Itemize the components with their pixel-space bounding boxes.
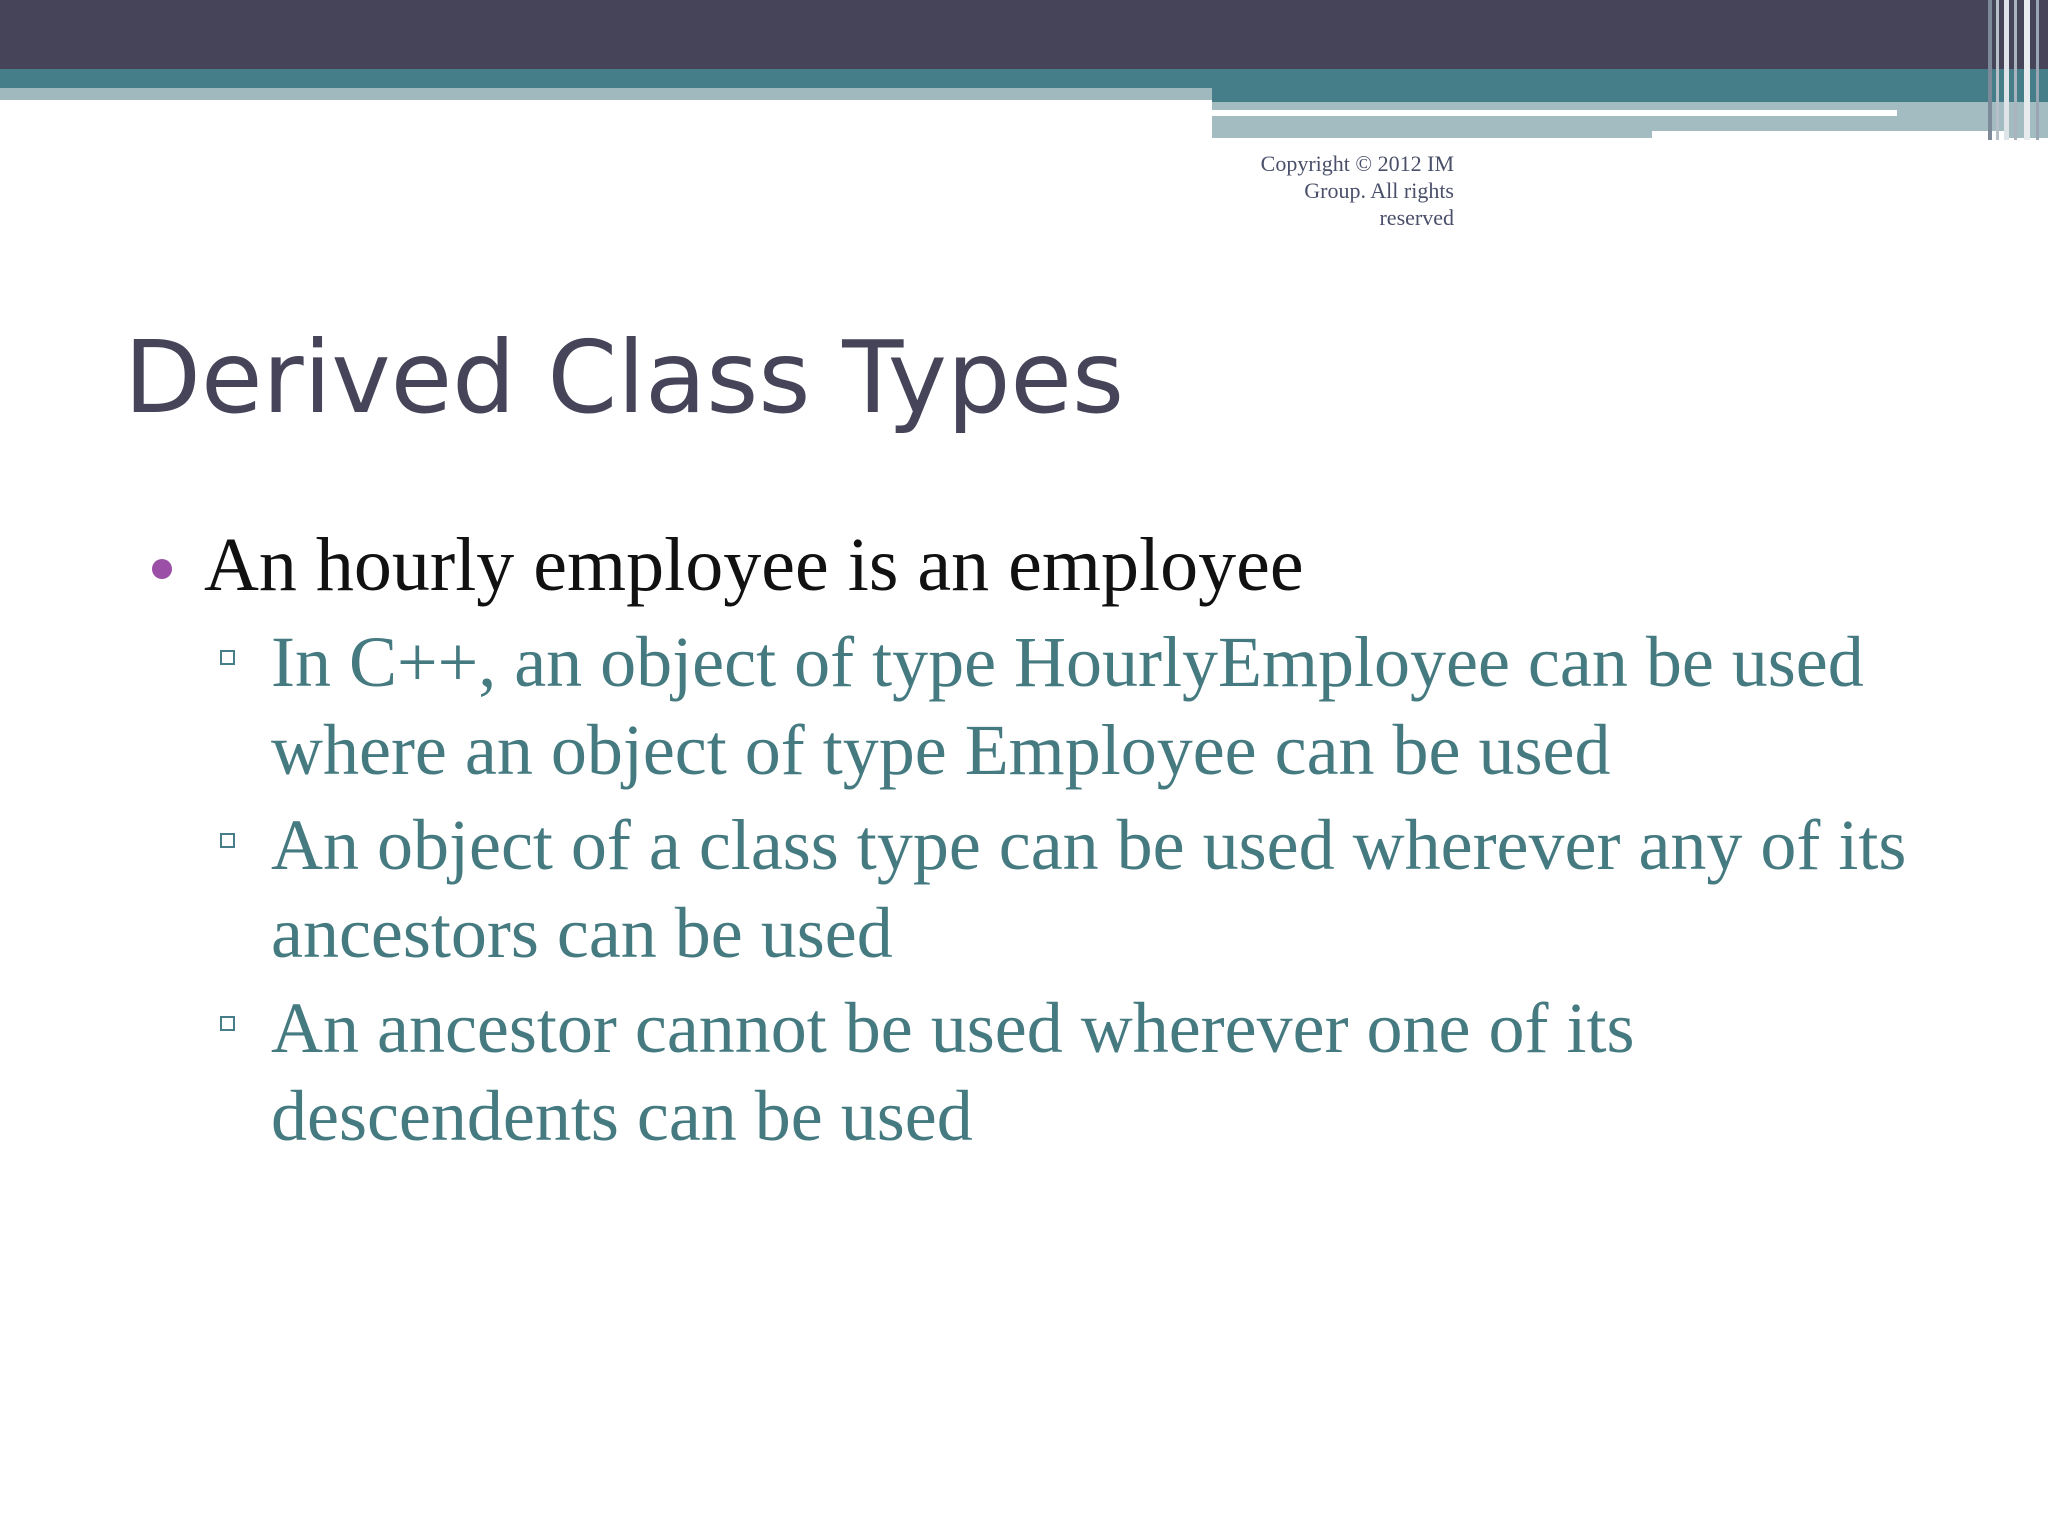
sub-bullet-item (140, 618, 1940, 794)
corner-stripe (1988, 0, 1992, 140)
header-band-light-left (0, 88, 1212, 100)
corner-stripe (2024, 0, 2030, 140)
corner-stripe (2004, 0, 2009, 140)
sub-bullet-item (140, 984, 1940, 1160)
square-bullet-icon (220, 833, 235, 848)
corner-stripe (2014, 0, 2017, 140)
header-band-teal-right (1212, 69, 2048, 102)
header-band-edge (1212, 138, 2048, 148)
copyright-notice: Copyright © 2012 IM Group. All rights reserved (1260, 151, 1454, 230)
header-band-dark (0, 0, 2048, 69)
header-band-teal-left (0, 69, 1212, 88)
bullet-dot-icon (152, 559, 172, 579)
slide-content (140, 520, 1940, 1167)
slide-title: Derived Class Types (124, 319, 1125, 436)
sub-bullet-text: In C++, an object of type HourlyEmployee can be used where an object of type Employee can be used (271, 622, 1864, 790)
sub-bullet-text: An ancestor cannot be used wherever one of its descendents can be used (271, 988, 1635, 1156)
bullet-text: An hourly employee is an employee (204, 523, 1304, 607)
square-bullet-icon (220, 1016, 235, 1031)
square-bullet-icon (220, 650, 235, 665)
bullet-item (140, 520, 1940, 610)
sub-bullet-text: An object of a class type can be used wherever any of its ancestors can be used (271, 805, 1907, 973)
header-white-line (1212, 110, 1897, 116)
corner-stripe (1996, 0, 1999, 140)
sub-bullet-item (140, 801, 1940, 977)
sub-bullet-list (140, 618, 1940, 1160)
corner-stripe (2036, 0, 2039, 140)
